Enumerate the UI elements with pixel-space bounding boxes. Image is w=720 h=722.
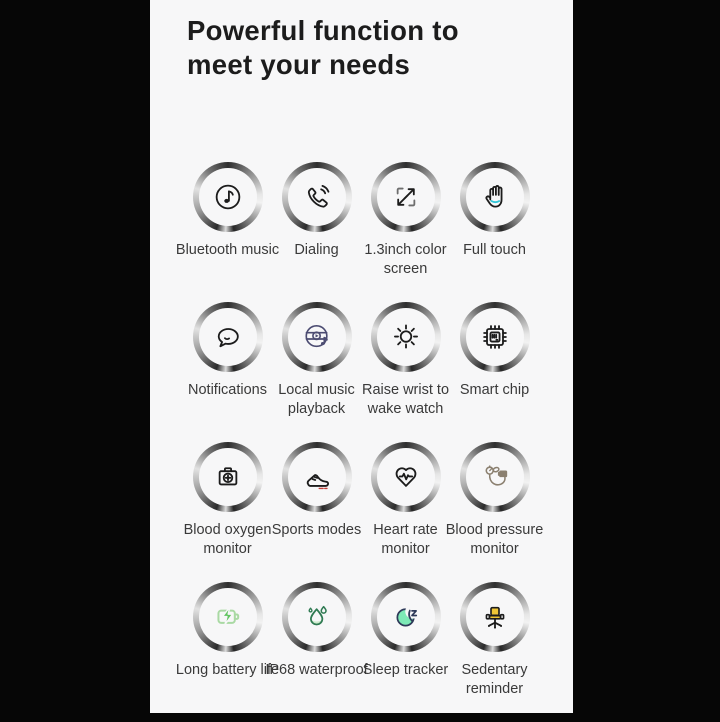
feature-label: Notifications [188,382,267,398]
screen-expand-icon [386,177,426,217]
letterbox-bottom-bar [0,713,720,720]
feature-notifications [183,302,272,442]
feature-dialing [272,162,361,302]
waterproof-drops-icon [297,597,337,637]
feature-color-screen [361,162,450,302]
letterbox-left-bar [0,0,150,720]
feature-label: Dialing [294,242,339,258]
feature-full-touch [450,162,539,302]
feature-circle-inner [199,588,257,646]
smart-chip-icon [475,317,515,357]
feature-circle [460,302,530,372]
feature-label: Heart rate monitor [373,522,438,557]
feature-sleep-tracker [361,582,450,722]
feature-circle-inner [288,588,346,646]
feature-circle-inner [199,448,257,506]
raise-wrist-sun-icon [386,317,426,357]
feature-label: IP68 waterproof [265,662,368,678]
feature-circle [371,302,441,372]
feature-smart-chip [450,302,539,442]
feature-circle-inner [377,588,435,646]
feature-circle [282,442,352,512]
feature-label: Sleep tracker [362,662,449,678]
feature-circle-inner [199,308,257,366]
feature-circle [193,442,263,512]
sports-shoe-icon [297,457,337,497]
feature-circle-inner [466,588,524,646]
feature-circle-inner [466,168,524,226]
feature-circle-inner [199,168,257,226]
letterbox-right-bar [573,0,720,720]
feature-label: Bluetooth music [175,242,280,258]
feature-label: Blood oxygen monitor [183,522,272,557]
feature-bluetooth-music [175,162,280,302]
full-touch-hand-icon [475,177,515,217]
local-music-icon [297,317,337,357]
page-title-line2: meet your needs [187,49,411,80]
dialing-icon [297,177,337,217]
feature-circle [460,162,530,232]
feature-label: Full touch [463,242,526,258]
feature-circle [282,302,352,372]
feature-long-battery [175,582,280,722]
content-panel [150,0,573,713]
bluetooth-music-icon [208,177,248,217]
feature-circle-inner [377,308,435,366]
feature-circle [371,162,441,232]
feature-waterproof [265,582,368,722]
feature-circle-inner [466,448,524,506]
feature-label: Local music playback [278,382,355,417]
feature-circle-inner [377,448,435,506]
feature-circle-inner [377,168,435,226]
notifications-icon [208,317,248,357]
heart-rate-icon [386,457,426,497]
feature-circle [193,162,263,232]
feature-label: Sports modes [271,522,362,538]
feature-label: Smart chip [459,382,530,398]
feature-local-music [272,302,361,442]
battery-charge-icon [208,597,248,637]
feature-blood-pressure [445,442,544,582]
sedentary-chair-icon [475,597,515,637]
feature-sports-modes [272,442,361,582]
feature-circle-inner [288,448,346,506]
feature-label: Sedentary reminder [461,662,528,697]
feature-circle [193,582,263,652]
page-title-line1: Powerful function to [187,15,459,46]
feature-label: Raise wrist to wake watch [361,382,450,417]
feature-raise-wrist [361,302,450,442]
feature-label: Blood pressure monitor [445,522,544,557]
feature-label: Long battery life [175,662,280,678]
page-title [150,0,573,82]
feature-circle [193,302,263,372]
feature-circle-inner [288,308,346,366]
sleep-moon-icon [386,597,426,637]
feature-heart-rate [361,442,450,582]
feature-circle [282,162,352,232]
feature-sedentary [450,582,539,722]
blood-pressure-icon [475,457,515,497]
feature-circle [282,582,352,652]
feature-circle [460,582,530,652]
feature-circle [371,582,441,652]
feature-circle [371,442,441,512]
feature-label: 1.3inch color screen [364,242,447,277]
blood-oxygen-icon [208,457,248,497]
feature-circle [460,442,530,512]
feature-circle-inner [288,168,346,226]
feature-blood-oxygen [183,442,272,582]
feature-circle-inner [466,308,524,366]
feature-grid [175,162,544,722]
